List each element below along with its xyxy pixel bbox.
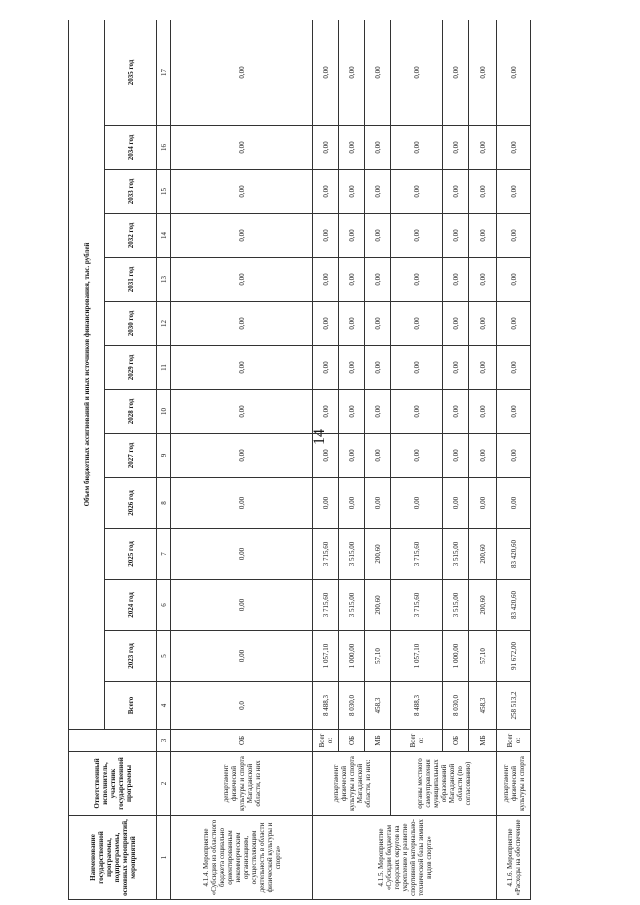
year-value-cell: 0,00 [171,580,313,631]
year-value-cell: 0,00 [497,214,531,258]
year-value-cell: 3 515,00 [339,529,365,580]
year-value-cell: 0,00 [365,434,391,478]
executor-cell: органы местного самоуправления муниципальных образований Магаданской области (по согласованию) [391,752,497,816]
header-volume: Объем бюджетных ассигнований и иных источников финансирования, тыс. рублей [69,20,105,730]
year-value-cell: 0,00 [443,126,469,170]
year-value-cell: 0,00 [313,214,339,258]
year-value-cell: 0,00 [391,434,443,478]
year-value-cell: 0,00 [365,478,391,529]
year-value-cell: 0,00 [313,126,339,170]
year-value-cell: 0,00 [469,258,497,302]
column-number: 9 [157,434,171,478]
year-value-cell: 0,00 [469,126,497,170]
budget-table [68,20,531,900]
year-value-cell: 0,00 [171,258,313,302]
header-year: 2025 год [105,529,157,580]
year-value-cell: 1 057,10 [313,631,339,682]
year-value-cell: 0,00 [443,20,469,126]
year-value-cell: 0,00 [339,478,365,529]
year-value-cell: 0,00 [469,20,497,126]
table-row [171,20,313,900]
total-cell: 458,3 [469,682,497,730]
column-number: 5 [157,631,171,682]
year-value-cell: 0,00 [365,302,391,346]
column-number: 12 [157,302,171,346]
year-value-cell: 0,00 [171,170,313,214]
header-program-name: Наименование государственной программы, подпрограммы, основных мероприятий, мероприятий [69,816,157,900]
column-number: 11 [157,346,171,390]
year-value-cell: 0,00 [339,258,365,302]
year-value-cell: 0,00 [339,170,365,214]
year-value-cell: 0,00 [443,258,469,302]
year-value-cell: 0,00 [497,170,531,214]
year-value-cell: 0,00 [443,346,469,390]
year-value-cell: 0,00 [443,390,469,434]
executor-cell: департамент физической культуры и спорта Магаданской области, из них [171,752,313,816]
measure-name-cell: 4.1.6. Мероприятие «Расходы на обеспечение [497,816,531,900]
header-funding-source [69,730,157,752]
year-value-cell: 0,00 [313,346,339,390]
year-value-cell: 0,00 [171,346,313,390]
year-value-cell: 200,60 [365,580,391,631]
table-row [497,20,531,900]
year-value-cell: 0,00 [469,214,497,258]
funding-source-cell: ОБ [339,730,365,752]
year-value-cell: 0,00 [469,478,497,529]
year-value-cell: 0,00 [497,434,531,478]
year-value-cell: 3 515,00 [339,580,365,631]
year-value-cell: 1 057,10 [391,631,443,682]
header-year: 2034 год [105,126,157,170]
year-value-cell: 0,00 [171,214,313,258]
column-number: 3 [157,730,171,752]
header-year: 2024 год [105,580,157,631]
year-value-cell: 0,00 [391,126,443,170]
year-value-cell: 3 715,60 [313,580,339,631]
year-value-cell: 0,00 [391,170,443,214]
header-year: 2030 год [105,302,157,346]
year-value-cell: 3 715,60 [391,529,443,580]
column-number: 7 [157,529,171,580]
year-value-cell: 0,00 [313,258,339,302]
year-value-cell: 91 672,00 [497,631,531,682]
funding-source-cell: МБ [365,730,391,752]
year-value-cell: 0,00 [469,434,497,478]
year-value-cell: 0,00 [339,346,365,390]
total-cell: 8 030,0 [443,682,469,730]
year-value-cell: 0,00 [171,126,313,170]
funding-source-cell: ОБ [171,730,313,752]
measure-name-cell: 4.1.5. Мероприятие «Субсидии бюджетам городских округов на укрепление и развитие спортивной материально-технической базы зимних видов спорта» [313,816,497,900]
total-cell: 8 030,0 [339,682,365,730]
header-year: 2029 год [105,346,157,390]
year-value-cell: 0,00 [339,390,365,434]
column-number: 16 [157,126,171,170]
header-executor: Ответственный исполнитель, участник государственной программы [69,752,157,816]
year-value-cell: 1 000,00 [443,631,469,682]
year-value-cell: 0,00 [469,346,497,390]
year-value-cell: 0,00 [469,170,497,214]
year-value-cell: 0,00 [171,20,313,126]
year-value-cell: 0,00 [339,20,365,126]
year-value-cell: 0,00 [313,478,339,529]
column-number: 1 [157,816,171,900]
year-value-cell: 0,00 [497,258,531,302]
total-cell: 8 488,3 [391,682,443,730]
year-value-cell: 0,00 [497,126,531,170]
year-value-cell: 0,00 [313,170,339,214]
budget-table-sheet [68,20,608,900]
year-value-cell: 0,00 [171,390,313,434]
year-value-cell: 0,00 [469,390,497,434]
header-year: 2031 год [105,258,157,302]
year-value-cell: 57,10 [365,631,391,682]
total-cell: 0,0 [171,682,313,730]
executor-cell: департамент физической культуры и спорта Магаданской области, из них: [313,752,391,816]
column-number: 13 [157,258,171,302]
year-value-cell: 83 420,60 [497,529,531,580]
funding-source-cell: Всего: [313,730,339,752]
year-value-cell: 0,00 [365,170,391,214]
year-value-cell: 3 515,00 [443,529,469,580]
year-value-cell: 0,00 [391,20,443,126]
year-value-cell: 200,60 [469,580,497,631]
year-value-cell: 0,00 [391,478,443,529]
year-value-cell: 0,00 [365,258,391,302]
column-number: 14 [157,214,171,258]
year-value-cell: 0,00 [365,346,391,390]
year-value-cell: 0,00 [497,302,531,346]
year-value-cell: 0,00 [391,390,443,434]
year-value-cell: 0,00 [497,478,531,529]
year-value-cell: 0,00 [497,346,531,390]
year-value-cell: 0,00 [365,214,391,258]
year-value-cell: 1 000,00 [339,631,365,682]
column-number: 6 [157,580,171,631]
year-value-cell: 0,00 [313,434,339,478]
header-year: 2028 год [105,390,157,434]
year-value-cell: 0,00 [391,302,443,346]
year-value-cell: 0,00 [339,126,365,170]
year-value-cell: 0,00 [443,302,469,346]
year-value-cell: 0,00 [365,390,391,434]
year-value-cell: 0,00 [313,20,339,126]
year-value-cell: 3 515,00 [443,580,469,631]
column-numbers-row [157,20,171,900]
year-value-cell: 0,00 [365,20,391,126]
year-value-cell: 3 715,60 [391,580,443,631]
year-value-cell: 3 715,60 [313,529,339,580]
funding-source-cell: МБ [469,730,497,752]
executor-cell: департамент физической культуры и спорта [497,752,531,816]
header-year: 2023 год [105,631,157,682]
header-year: 2026 год [105,478,157,529]
year-value-cell: 0,00 [391,346,443,390]
rotated-page-area [68,20,608,900]
column-number: 17 [157,20,171,126]
year-value-cell: 0,00 [339,214,365,258]
column-number: 4 [157,682,171,730]
column-number: 2 [157,752,171,816]
year-value-cell: 0,00 [469,302,497,346]
year-value-cell: 0,00 [171,302,313,346]
year-value-cell: 0,00 [497,390,531,434]
year-value-cell: 0,00 [443,478,469,529]
year-value-cell: 0,00 [443,434,469,478]
column-number: 10 [157,390,171,434]
year-value-cell: 83 420,60 [497,580,531,631]
header-year: 2033 год [105,170,157,214]
year-value-cell: 0,00 [443,170,469,214]
table-row [391,20,443,900]
column-number: 15 [157,170,171,214]
header-year: 2035 год [105,20,157,126]
funding-source-cell: Всего: [391,730,443,752]
year-value-cell: 0,00 [365,126,391,170]
year-value-cell: 0,00 [171,434,313,478]
header-row-volume [69,20,105,900]
header-year: 2027 год [105,434,157,478]
header-total: Всего [105,682,157,730]
year-value-cell: 200,60 [365,529,391,580]
measure-name-cell: 4.1.4. Мероприятие «Субсидия из областного бюджета социально ориентированным некоммерческим организациям, осуществляющим деятельность в области физической культуры и спорта» [171,816,313,900]
year-value-cell: 0,00 [171,529,313,580]
table-row [313,20,339,900]
year-value-cell: 0,00 [313,302,339,346]
total-cell: 258 513,2 [497,682,531,730]
total-cell: 458,3 [365,682,391,730]
year-value-cell: 57,10 [469,631,497,682]
funding-source-cell: Всего: [497,730,531,752]
funding-source-cell: ОБ [443,730,469,752]
year-value-cell: 0,00 [339,302,365,346]
year-value-cell: 0,00 [313,390,339,434]
header-year: 2032 год [105,214,157,258]
year-value-cell: 0,00 [391,214,443,258]
year-value-cell: 0,00 [171,631,313,682]
total-cell: 8 488,3 [313,682,339,730]
year-value-cell: 0,00 [171,478,313,529]
year-value-cell: 0,00 [443,214,469,258]
year-value-cell: 0,00 [391,258,443,302]
page-number: 14 [311,429,328,445]
year-value-cell: 0,00 [497,20,531,126]
year-value-cell: 0,00 [339,434,365,478]
year-value-cell: 200,60 [469,529,497,580]
column-number: 8 [157,478,171,529]
